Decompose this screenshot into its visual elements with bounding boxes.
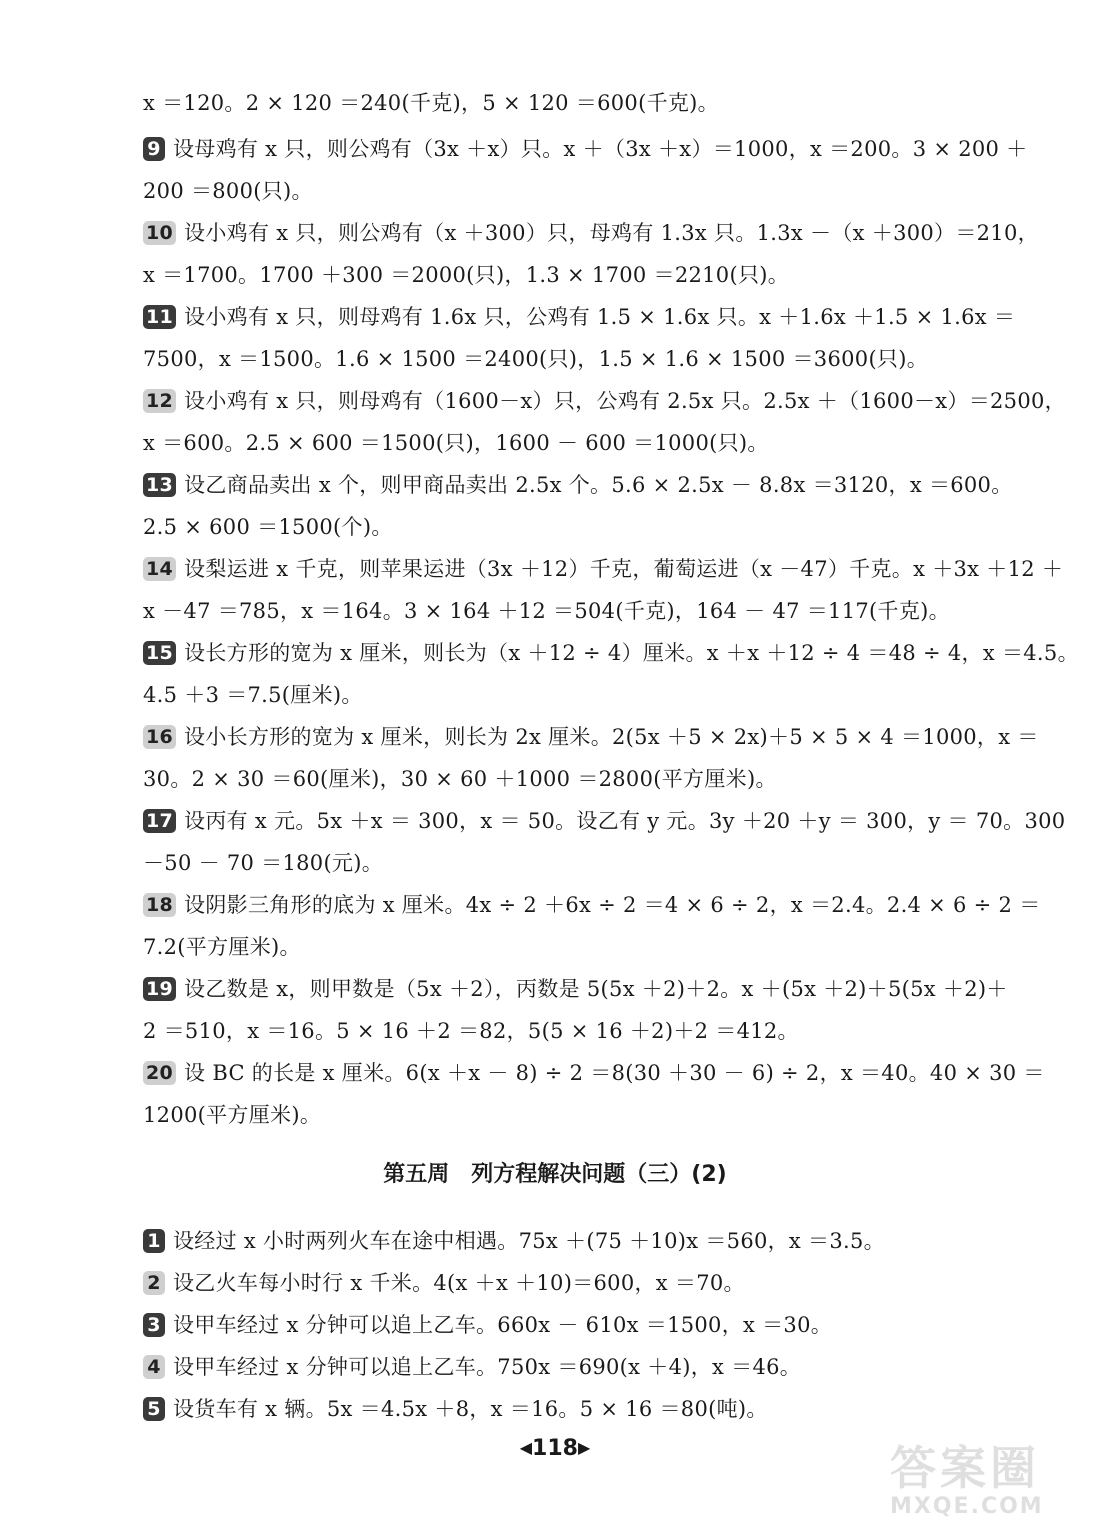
line-text: 设货车有 x 辆。5x ＝4.5x ＋8，x ＝16。5 × 16 ＝80(吨)。 bbox=[173, 1397, 768, 1421]
solution-8-continued bbox=[143, 88, 1043, 118]
section-title: 第五周 列方程解决问题（三）(2) bbox=[383, 1162, 727, 1187]
question-number-badge: 12 bbox=[143, 389, 176, 413]
section-item-2 bbox=[143, 1268, 1043, 1298]
section-item-4 bbox=[143, 1352, 1043, 1382]
line-text: 7500，x ＝1500。1.6 × 1500 ＝2400(只)，1.5 × 1.6 × 1500 ＝3600(只)。 bbox=[143, 347, 929, 371]
solution-9 bbox=[143, 134, 1043, 164]
line-text: 设 BC 的长是 x 厘米。6(x ＋x － 8) ÷ 2 ＝8(30 ＋30 － 6) ÷ 2，x ＝40。40 × 30 ＝ bbox=[184, 1061, 1045, 1085]
page-number-text: 118 bbox=[532, 1436, 578, 1461]
question-number-badge: 15 bbox=[143, 641, 176, 665]
question-number-badge: 14 bbox=[143, 557, 176, 581]
question-number-badge: 3 bbox=[143, 1313, 165, 1337]
question-number-badge: 19 bbox=[143, 977, 176, 1001]
question-number-badge: 17 bbox=[143, 809, 176, 833]
line-text: 设阴影三角形的底为 x 厘米。4x ÷ 2 ＋6x ÷ 2 ＝4 × 6 ÷ 2，x ＝2.4。2.4 × 6 ÷ 2 ＝ bbox=[184, 893, 1041, 917]
right-triangle-icon: ▶ bbox=[577, 1438, 591, 1457]
line-text: x ＝120。2 × 120 ＝240(千克)，5 × 120 ＝600(千克)。 bbox=[143, 91, 719, 115]
solution-14 bbox=[143, 554, 1064, 584]
line-text: 设梨运进 x 千克，则苹果运进（3x ＋12）千克，葡萄运进（x －47）千克。x ＋3x ＋12 ＋ bbox=[184, 557, 1064, 581]
question-number-badge: 9 bbox=[143, 137, 165, 161]
line-text: 设经过 x 小时两列火车在途中相遇。75x ＋(75 ＋10)x ＝560，x ＝3.5。 bbox=[173, 1229, 885, 1253]
solution-20 bbox=[143, 1058, 1043, 1088]
line-text: 设小鸡有 x 只，则公鸡有（x ＋300）只，母鸡有 1.3x 只。1.3x －（x ＋300）＝210， bbox=[184, 221, 1039, 245]
line-text: 7.2(平方厘米)。 bbox=[143, 935, 301, 959]
solution-20-line-2 bbox=[143, 1100, 1043, 1130]
solution-12 bbox=[143, 386, 1066, 416]
watermark-text: 答案圈 bbox=[890, 1441, 1040, 1495]
section-item-5 bbox=[143, 1394, 1043, 1424]
line-text: －50 － 70 ＝180(元)。 bbox=[143, 851, 384, 875]
line-text: 设甲车经过 x 分钟可以追上乙车。660x － 610x ＝1500，x ＝30。 bbox=[173, 1313, 833, 1337]
question-number-badge: 10 bbox=[143, 221, 176, 245]
solution-16 bbox=[143, 722, 1043, 752]
solution-12-line-2 bbox=[143, 428, 1043, 458]
line-text: 4.5 ＋3 ＝7.5(厘米)。 bbox=[143, 683, 363, 707]
solution-14-line-2 bbox=[143, 596, 1043, 626]
line-text: 设丙有 x 元。5x ＋x ＝ 300，x ＝ 50。设乙有 y 元。3y ＋20 ＋y ＝ 300，y ＝ 70。300 bbox=[184, 809, 1066, 833]
question-number-badge: 20 bbox=[143, 1061, 176, 1085]
question-number-badge: 11 bbox=[143, 305, 176, 329]
solution-9-line-2 bbox=[143, 176, 1043, 206]
solution-15 bbox=[143, 638, 1079, 668]
section-item-1 bbox=[143, 1226, 1043, 1256]
solution-16-line-2 bbox=[143, 764, 1043, 794]
question-number-badge: 5 bbox=[143, 1397, 165, 1421]
line-text: 2 ＝510，x ＝16。5 × 16 ＋2 ＝82，5(5 × 16 ＋2)＋2 ＝412。 bbox=[143, 1019, 799, 1043]
section-item-3 bbox=[143, 1310, 1043, 1340]
line-text: 设母鸡有 x 只，则公鸡有（3x ＋x）只。x ＋（3x ＋x）＝1000，x ＝200。3 × 200 ＋ bbox=[173, 137, 1028, 161]
line-text: x ＝600。2.5 × 600 ＝1500(只)，1600 － 600 ＝1000(只)。 bbox=[143, 431, 769, 455]
question-number-badge: 13 bbox=[143, 473, 176, 497]
question-number-badge: 16 bbox=[143, 725, 176, 749]
line-text: 设小鸡有 x 只，则母鸡有（1600－x）只，公鸡有 2.5x 只。2.5x ＋（1600－x）＝2500， bbox=[184, 389, 1066, 413]
solution-11-line-2 bbox=[143, 344, 1043, 374]
solution-10-line-2 bbox=[143, 260, 1043, 290]
solution-11 bbox=[143, 302, 1043, 332]
solution-13 bbox=[143, 470, 1043, 500]
line-text: 2.5 × 600 ＝1500(个)。 bbox=[143, 515, 393, 539]
question-number-badge: 2 bbox=[143, 1271, 165, 1295]
line-text: 设乙商品卖出 x 个，则甲商品卖出 2.5x 个。5.6 × 2.5x － 8.8x ＝3120，x ＝600。 bbox=[184, 473, 1013, 497]
question-number-badge: 18 bbox=[143, 893, 176, 917]
line-text: 30。2 × 30 ＝60(厘米)，30 × 60 ＋1000 ＝2800(平方厘米)。 bbox=[143, 767, 777, 791]
watermark-url: MXQE.COM bbox=[890, 1494, 1044, 1519]
solution-19 bbox=[143, 974, 1043, 1004]
solution-15-line-2 bbox=[143, 680, 1043, 710]
line-text: x －47 ＝785，x ＝164。3 × 164 ＋12 ＝504(千克)，164 － 47 ＝117(千克)。 bbox=[143, 599, 950, 623]
solution-18-line-2 bbox=[143, 932, 1043, 962]
left-triangle-icon: ◀ bbox=[519, 1438, 533, 1457]
solution-19-line-2 bbox=[143, 1016, 1043, 1046]
line-text: 200 ＝800(只)。 bbox=[143, 179, 313, 203]
line-text: 设乙数是 x，则甲数是（5x ＋2），丙数是 5(5x ＋2)＋2。x ＋(5x ＋2)＋5(5x ＋2)＋ bbox=[184, 977, 1008, 1001]
solution-17-line-2 bbox=[143, 848, 1043, 878]
solution-10 bbox=[143, 218, 1043, 248]
line-text: 设甲车经过 x 分钟可以追上乙车。750x ＝690(x ＋4)，x ＝46。 bbox=[173, 1355, 802, 1379]
line-text: 设小鸡有 x 只，则母鸡有 1.6x 只，公鸡有 1.5 × 1.6x 只。x ＋1.6x ＋1.5 × 1.6x ＝ bbox=[184, 305, 1016, 329]
line-text: 设乙火车每小时行 x 千米。4(x ＋x ＋10)＝600，x ＝70。 bbox=[173, 1271, 745, 1295]
line-text: 1200(平方厘米)。 bbox=[143, 1103, 322, 1127]
line-text: 设小长方形的宽为 x 厘米，则长为 2x 厘米。2(5x ＋5 × 2x)＋5 × 5 × 4 ＝1000，x ＝ bbox=[184, 725, 1039, 749]
line-text: x ＝1700。1700 ＋300 ＝2000(只)，1.3 × 1700 ＝2210(只)。 bbox=[143, 263, 790, 287]
question-number-badge: 1 bbox=[143, 1229, 165, 1253]
line-text: 设长方形的宽为 x 厘米，则长为（x ＋12 ÷ 4）厘米。x ＋x ＋12 ÷ 4 ＝48 ÷ 4，x ＝4.5。 bbox=[184, 641, 1079, 665]
question-number-badge: 4 bbox=[143, 1355, 165, 1379]
solution-17 bbox=[143, 806, 1066, 836]
solution-13-line-2 bbox=[143, 512, 1043, 542]
solution-18 bbox=[143, 890, 1043, 920]
watermark-logo bbox=[890, 1442, 1080, 1522]
